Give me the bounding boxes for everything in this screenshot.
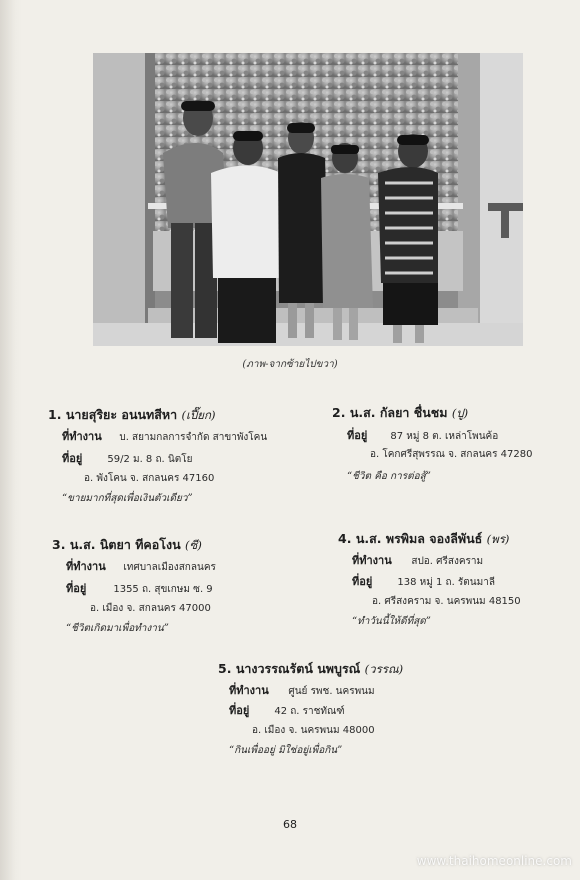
- group-photo-image: [93, 53, 523, 346]
- work-row: [229, 685, 375, 697]
- address-row: [66, 583, 213, 595]
- address-row-2: [252, 725, 375, 736]
- address-line-2: อ. พังโคน จ. สกลนคร 47160: [84, 473, 215, 484]
- address-line-1: 59/2 ม. 8 ถ. นิตโย: [107, 454, 193, 465]
- address-row: [352, 576, 495, 588]
- page-binding-edge: [0, 0, 22, 880]
- address-line-1: 1355 ถ. สุขเกษม ซ. 9: [113, 584, 213, 595]
- work-value: เทศบาลเมืองสกลนคร: [123, 562, 216, 573]
- entry-number: 5.: [218, 661, 232, 676]
- entry-nickname: (เปี๊ยก): [181, 408, 216, 422]
- address-row-2: [372, 596, 521, 607]
- motto-row: [66, 623, 169, 634]
- address-label: ที่อยู่: [347, 429, 368, 442]
- entry-name-line: [332, 407, 572, 420]
- motto: “กินเพื่ออยู่ มิใช่อยู่เพื่อกิน”: [229, 745, 343, 756]
- entry-nickname: (ปู): [451, 406, 469, 420]
- motto-row: [347, 471, 431, 482]
- entry-name-line: [52, 539, 302, 552]
- motto-row: [352, 616, 431, 627]
- work-label: ที่ทำงาน: [62, 430, 102, 443]
- work-value: บ. สยามกลการจำกัด สาขาพังโคน: [119, 432, 268, 443]
- entry-name: น.ส. นิตยา ทีคอโงน: [69, 537, 181, 552]
- person-entry-2: [332, 407, 572, 487]
- address-line-2: อ. เมือง จ. สกลนคร 47000: [90, 603, 211, 614]
- entry-nickname: (ซี): [185, 538, 202, 552]
- entry-nickname: (วรรณ): [364, 662, 404, 676]
- address-row-2: [370, 449, 532, 460]
- entry-nickname: (พร): [486, 532, 510, 546]
- work-value: ศูนย์ รพช. นครพนม: [288, 686, 375, 697]
- motto: “ขายมากที่สุดเพื่อเงินตัวเดียว”: [62, 493, 193, 504]
- person-entry-4: [338, 533, 574, 633]
- address-label: ที่อยู่: [66, 582, 87, 595]
- work-value: สปอ. ศรีสงคราม: [411, 556, 484, 567]
- work-label: ที่ทำงาน: [352, 554, 392, 567]
- motto: “ชีวิตเกิดมาเพื่อทำงาน”: [66, 623, 169, 634]
- address-line-1: 87 หมู่ 8 ต. เหล่าโพนค้อ: [390, 431, 499, 442]
- group-photo: [93, 53, 523, 346]
- address-line-2: อ. เมือง จ. นครพนม 48000: [252, 725, 375, 736]
- address-row-2: [84, 473, 214, 484]
- entry-name-line: [338, 533, 574, 546]
- work-label: ที่ทำงาน: [229, 684, 269, 697]
- address-label: ที่อยู่: [229, 704, 250, 717]
- address-line-1: 42 ถ. ราชทัณฑ์: [274, 706, 345, 717]
- address-row: [347, 430, 498, 442]
- address-label: ที่อยู่: [62, 452, 83, 465]
- page-number: 68: [283, 818, 297, 831]
- work-row: [66, 561, 216, 573]
- photo-caption: (ภาพ-จากซ้ายไปขวา): [242, 359, 338, 370]
- entry-number: 4.: [338, 531, 352, 546]
- motto-row: [229, 745, 342, 756]
- entry-name: นางวรรณรัตน์ นพบูรณ์: [235, 661, 361, 676]
- person-entry-3: [52, 539, 302, 639]
- entry-number: 2.: [332, 405, 346, 420]
- work-row: [352, 555, 483, 567]
- address-label: ที่อยู่: [352, 575, 373, 588]
- entry-name: น.ส. กัลยา ชื่นชม: [349, 405, 448, 420]
- address-row-2: [90, 603, 211, 614]
- work-label: ที่ทำงาน: [66, 560, 106, 573]
- address-line-2: อ. โคกศรีสุพรรณ จ. สกลนคร 47280: [370, 449, 533, 460]
- address-line-2: อ. ศรีสงคราม จ. นครพนม 48150: [372, 596, 521, 607]
- entry-name: นายสุริยะ อนนทสีหา: [65, 407, 178, 422]
- motto: “ทำวันนี้ให้ดีที่สุด”: [352, 616, 431, 627]
- address-row: [229, 705, 345, 717]
- site-watermark: www.thaihomeonline.com: [416, 854, 572, 868]
- person-entry-5: [218, 663, 478, 763]
- entry-number: 1.: [48, 407, 62, 422]
- address-line-1: 138 หมู่ 1 ถ. รัตนมาลี: [397, 577, 495, 588]
- motto-row: [62, 493, 193, 504]
- person-entry-1: [48, 409, 298, 509]
- entry-number: 3.: [52, 537, 66, 552]
- work-row: [62, 431, 267, 443]
- entry-name: น.ส. พรพิมล จองลีพันธ์: [355, 531, 483, 546]
- entry-name-line: [218, 663, 478, 676]
- motto: “ชีวิต คือ การต่อสู้”: [347, 471, 431, 482]
- address-row: [62, 453, 192, 465]
- entry-name-line: [48, 409, 298, 422]
